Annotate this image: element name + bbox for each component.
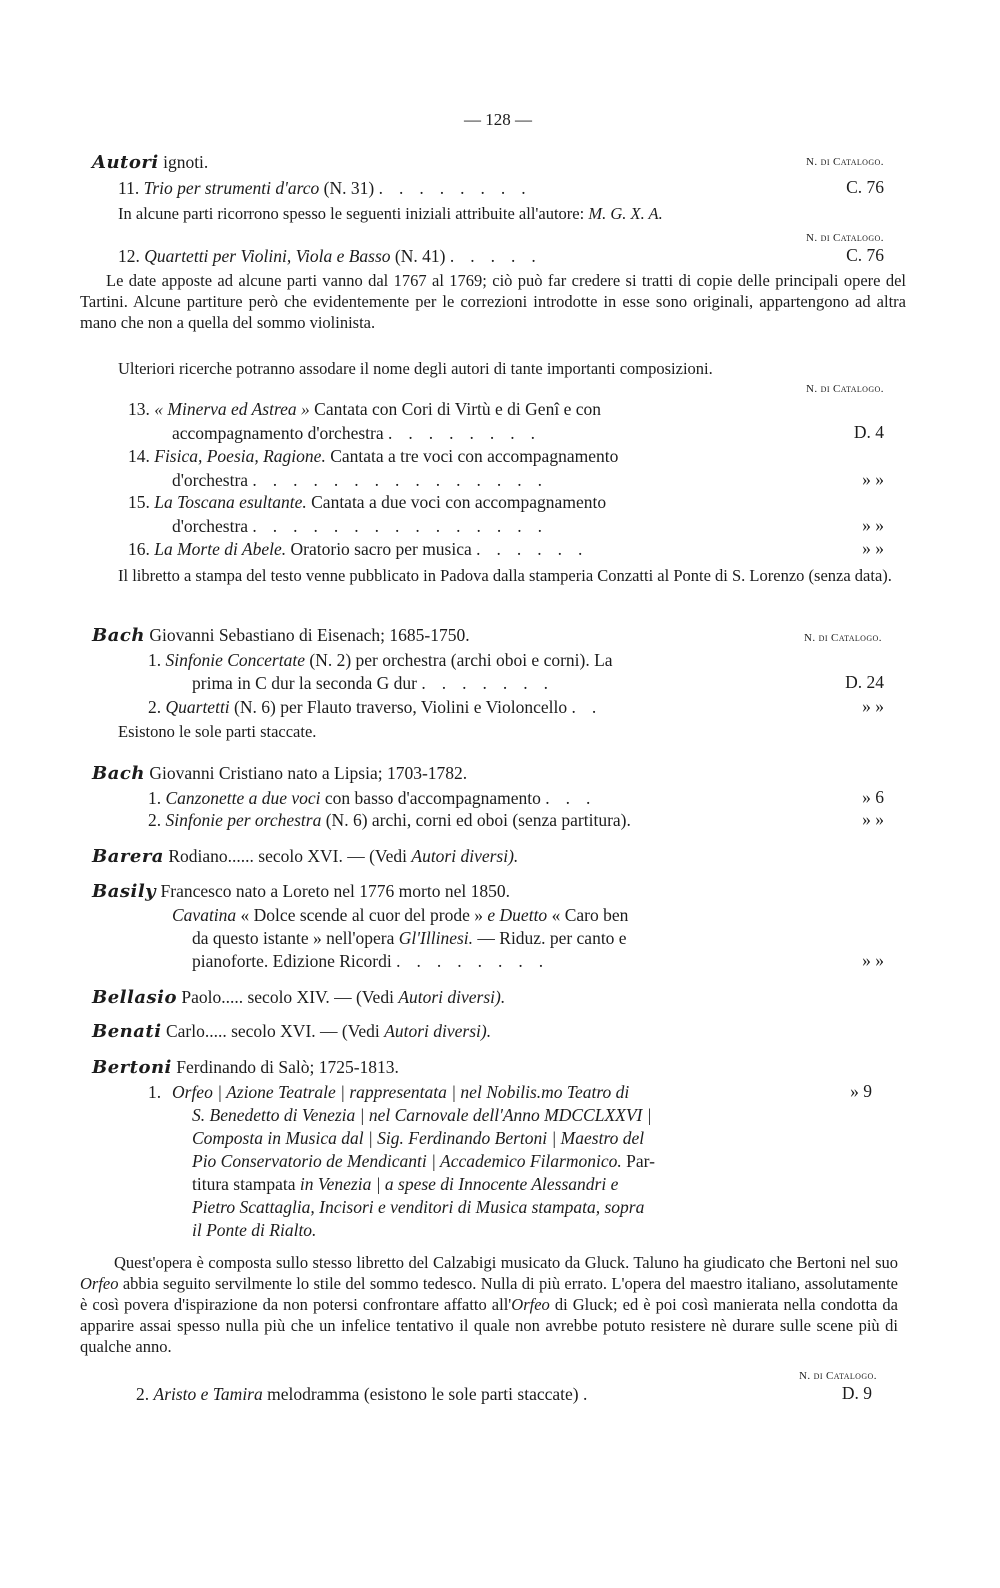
composer-name: Basily: [92, 881, 157, 902]
catalog-item: 12. Quartetti per Violini, Viola e Basso (N. 41) .....: [118, 246, 552, 266]
catalog-ref: C. 76: [846, 245, 884, 265]
catalog-item: 2. Aristo e Tamira melodramma (esistono le sole parti staccate) .: [136, 1384, 604, 1404]
note: In alcune parti ricorrono spesso le seguenti iniziali attribuite all'autore: M. G. X. A.: [118, 204, 663, 223]
catalog-ref: » »: [862, 538, 884, 558]
catalog-ref: » »: [862, 696, 884, 716]
entry-heading-bertoni: Bertoni Ferdinando di Salò; 1725-1813.: [92, 1057, 399, 1078]
work-title: La Toscana esultante.: [154, 492, 307, 512]
catalog-ref: » »: [862, 950, 884, 970]
entry-heading-barera: Barera Rodiano...... secolo XVI. — (Vedi Autori diversi).: [92, 846, 519, 867]
work-title: Quartetti per Violini, Viola e Basso: [144, 246, 391, 266]
catalog-ref: » 6: [862, 787, 884, 807]
commentary-paragraph: Quest'opera è composta sullo stesso libretto del Calzabigi musicato da Gluck. Taluno ha giudicato che Bertoni nel suo Orfeo abbia seguito servilmente lo stile del sommo tedesco. Nulla di più errato. L'opera del maestro italiano, assolutamente è così povera d'ispirazione da non potersi confrontare affatto all'Orfeo di Gluck; ed è poi così manierata nella condotta da apparire assai spesso nulla più che un infelice tentativo il quale non avrebbe potuto resistere nè durare sulle scene più di qualche anno.: [80, 1253, 898, 1356]
catalog-item: 14. Fisica, Poesia, Ragione. Cantata a tre voci con accompagnamento: [128, 446, 619, 466]
work-title: Orfeo | Azione Teatrale | rappresentata | nel Nobilis.mo Teatro di: [172, 1082, 630, 1102]
catalog-label: N. di Catalogo.: [799, 1370, 877, 1382]
catalog-label: N. di Catalogo.: [806, 156, 884, 168]
composer-name: Barera: [92, 846, 164, 867]
work-title: Fisica, Poesia, Ragione.: [154, 446, 326, 466]
catalog-item: 11. Trio per strumenti d'arco (N. 31) ........: [118, 178, 542, 198]
note: Il libretto a stampa del testo venne pubblicato in Padova dalla stamperia Conzatti al Ponte di S. Lorenzo (senza data).: [118, 566, 892, 585]
catalog-ref: D. 24: [845, 672, 884, 692]
composer-name: Bach: [92, 763, 145, 784]
work-title: Aristo e Tamira: [153, 1384, 263, 1404]
page-number: — 128 —: [464, 110, 532, 129]
entry-heading-autori: [92, 151, 208, 174]
composer-name: Autori: [92, 152, 159, 173]
catalog-label: N. di Catalogo.: [804, 632, 882, 644]
catalog-item-num: 1.: [148, 1082, 162, 1102]
catalog-item: 16. La Morte di Abele. Oratorio sacro per musica ......: [128, 539, 599, 559]
work-title: « Minerva ed Astrea »: [154, 399, 310, 419]
work-title: La Morte di Abele.: [154, 539, 287, 559]
work-title: Sinfonie Concertate: [165, 650, 305, 670]
catalog-item: 2. Quartetti (N. 6) per Flauto traverso, Violini e Violoncello ..: [148, 697, 613, 717]
composer-desc: Giovanni Sebastiano di Eisenach; 1685-1750.: [149, 625, 470, 645]
work-title: Quartetti: [165, 697, 230, 717]
catalog-label: N. di Catalogo.: [806, 232, 884, 244]
catalog-item: Cavatina « Dolce scende al cuor del prode » e Duetto « Caro ben: [172, 905, 629, 925]
catalog-ref: D. 4: [853, 422, 884, 442]
catalog-ref: C. 76: [846, 177, 884, 197]
catalog-ref: » 9: [850, 1081, 872, 1101]
catalog-ref: D. 9: [841, 1383, 872, 1403]
composer-desc: Giovanni Cristiano nato a Lipsia; 1703-1782.: [149, 763, 468, 783]
catalog-item: 2. Sinfonie per orchestra (N. 6) archi, corni ed oboi (senza partitura).: [148, 810, 631, 830]
entry-heading-bach-gc: [92, 762, 467, 785]
work-title: Sinfonie per orchestra: [165, 810, 322, 830]
composer-name: Benati: [92, 1021, 162, 1042]
composer-name: Bellasio: [92, 987, 177, 1008]
catalog-item: 1. Canzonette a due voci con basso d'accompagnamento ...: [148, 788, 607, 808]
catalog-ref: » »: [862, 809, 884, 829]
work-title: Trio per strumenti d'arco: [143, 178, 320, 198]
catalog-ref: » »: [862, 469, 884, 489]
catalog-label: N. di Catalogo.: [806, 383, 884, 395]
catalog-ref: » »: [862, 515, 884, 535]
entry-heading-benati: Benati Carlo..... secolo XVI. — (Vedi Autori diversi).: [92, 1021, 492, 1042]
note: Esistono le sole parti staccate.: [118, 722, 317, 741]
composer-name: Bertoni: [92, 1057, 172, 1078]
entry-heading-bellasio: Bellasio Paolo..... secolo XIV. — (Vedi Autori diversi).: [92, 987, 506, 1008]
see-reference: Autori diversi).: [398, 987, 506, 1007]
catalog-item: 1. Sinfonie Concertate (N. 2) per orchestra (archi oboi e corni). La: [148, 650, 613, 670]
see-reference: Autori diversi).: [384, 1021, 492, 1041]
composer-desc: ignoti.: [163, 152, 209, 172]
catalog-item: 15. La Toscana esultante. Cantata a due voci con accompagnamento: [128, 492, 607, 512]
work-title: Canzonette a due voci: [165, 788, 321, 808]
composer-name: Bach: [92, 625, 145, 646]
see-reference: Autori diversi).: [411, 846, 519, 866]
entry-heading-basily: Basily Francesco nato a Loreto nel 1776 morto nel 1850.: [92, 881, 510, 902]
note: Ulteriori ricerche potranno assodare il nome degli autori di tante importanti composizioni.: [118, 359, 713, 378]
catalog-item: 13. « Minerva ed Astrea » Cantata con Cori di Virtù e di Genî e con: [128, 399, 601, 419]
entry-heading-bach-gs: [92, 624, 470, 647]
note: Le date apposte ad alcune parti vanno dal 1767 al 1769; ciò può far credere si tratti di copie delle principali opere del Tartini. Alcune partiture però che evidentemente per le correzioni introdotte in esse sono originali, appartengono ad altra mano che non a quella del sommo violinista.: [80, 271, 906, 332]
